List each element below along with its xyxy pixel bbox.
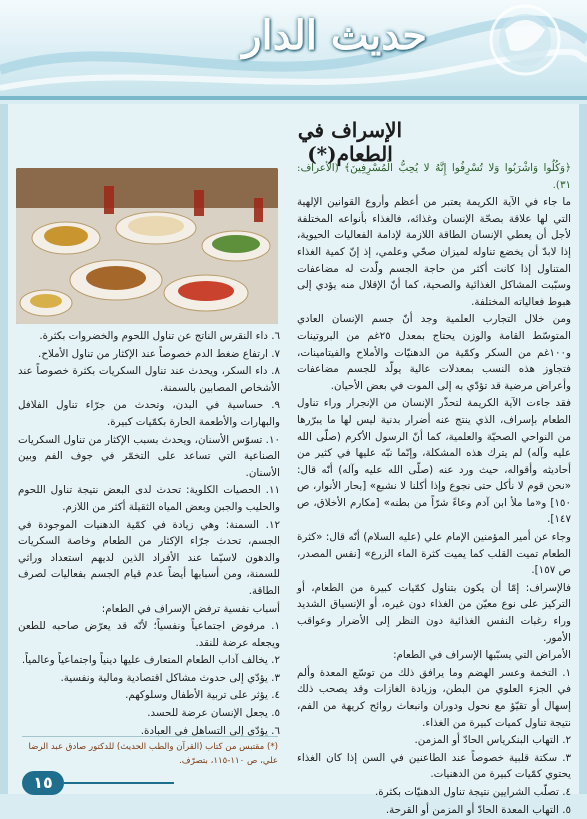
paragraph: فالإسراف: إمّا أن يكون بتناول كمّيات كبيرة من الطعام، أو التركيز على نوع معيّن من الغذاء دون غيره، أو الإنسياق الشديد وراء رغبات النفس الغذائية دون النظر إلى الأضرار وعواقب الأمور. — [297, 581, 571, 644]
page-header — [0, 0, 587, 100]
article-title: الإسراف في الطعام(*) — [297, 118, 403, 166]
section-heading: أسباب نفسية ترفض الإسراف في الطعام: — [101, 602, 280, 615]
list-item: ٦. يؤدّي إلى التساهل في العبادة. — [140, 724, 280, 737]
list-item: ١. مرفوض اجتماعياً ونفسياً؛ لأنّه قد يعرّض صاحبه للطعن ويجعله عرضة للنقد. — [18, 620, 280, 649]
list-item: ٨. داء السكر، ويحدث عند تناول السكريات بكثرة خصوصاً عند الأشخاص المصابين بالسمنة. — [18, 365, 280, 394]
list-item: ٣. يؤدّي إلى حدوث مشاكل اقتصادية ومالية ونفسية. — [60, 671, 280, 684]
footnote: (*) مقتبس من كتاب (القرآن والطب الحديث) للدكتور صادق عبد الرضا علي، ص ١١٠-١١٥، بتصرّف. — [22, 736, 278, 768]
left-text-column — [18, 328, 280, 740]
list-item: ٣. سكتة قلبية خصوصاً عند الطاعنين في السن إذا كان الغذاء يحتوي كمّيات كبيرة من الدهنيات. — [297, 751, 571, 781]
page-number: ١٥ — [22, 771, 64, 795]
list-item: ٩. حساسية في البدن، وتحدث من جرّاء تناول الفلافل والبهارات والأطعمة الحارة بكمّيات كبيرة. — [18, 399, 280, 428]
section-heading: الأمراض التي يسبّبها الإسراف في الطعام: — [393, 649, 571, 662]
food-table-photo — [16, 168, 278, 324]
paragraph: فقد جاءت الآية الكريمة لتحذّر الإنسان من الإنجرار وراء تناول الطعام بإسراف، الذي ينتج عنه أضرار بدنية ليس لها ما يبرّرها من النواحي الصحيّة والعلمية، كما أنّ الرسول الأكرم (صلّى الله عليه وآله) لم يترك هذه المشكلة، وإنّما نبّه عليها في كثير من أحاديثه وأقواله، حيث ورد عنه (صلّى الله عليه وآله) أنّه قال: «نحن قوم لا نأكل حتى نجوع وإذا أكلنا لا نشبع» [بحار الأنوار، ص ١٥٠] و«ما ملأ ابن آدم وعاءً شرّاً من بطنه» [مكارم الأخلاق، ص ١٤٧]. — [297, 397, 571, 526]
list-item: ٤. تصلّب الشرايين نتيجة تناول الدهنيّات بكثرة. — [375, 785, 571, 798]
list-item: ٥. التهاب المعدة الحادّ أو المزمن أو القرحة. — [385, 803, 571, 816]
right-text-column — [297, 160, 571, 819]
page-number-rule — [64, 782, 174, 784]
list-item: ٢. يخالف آداب الطعام المتعارف عليها دينياً واجتماعياً وعالمياً. — [21, 654, 280, 667]
paragraph: ما جاء في الآية الكريمة يعتبر من أعظم وأروع القوانين الإلهية التي لها علاقة بصحّة الإنسان وغذائه، فالغذاء بأنواعه المختلفة لأجل أن يعطي الإنسان الطاقة اللازمة لإدامة الفعاليات الحيوية، إذا لابدّ أن يخضع تناوله لميزان صحّي وعلمي، إذ إنّ كمية الغذاء المتناول إذا كانت أكثر من حاجة الجسم ولّدت له مضاعفات وسبّبت المشاكل الغذائية والصحية، كما أنّ الإقلال منه يؤدي إلى هبوط فعالياته المختلفة. — [297, 196, 571, 308]
list-item: ٧. ارتفاع ضغط الدم خصوصاً عند الإكثار من تناول الأملاح. — [38, 347, 280, 360]
list-item: ١١. الحصيات الكلوية: تحدث لدى البعض نتيجة تناول اللحوم والحليب والجبن وبعض المياه الثقيلة أكثر من اللازم. — [18, 484, 280, 513]
list-item: ١٢. السمنة: وهي زيادة في كمّية الدهنيات الموجودة في الجسم، تحدث جرّاء الإكثار من الطعام وخاصة السكريات والدهون لاسيّما عند الأفراد الذين لديهم استعداد وراثي للسمنة، ومن أسبابها أيضاً عدم قيام الجسم بفعاليات لصرف الطاقة. — [18, 518, 280, 597]
list-item: ١٠. تسوّس الأسنان، ويحدث بسبب الإكثار من تناول السكريات الصناعية التي تساعد على التخمّر في جوف الفم وبين الأسنان. — [18, 433, 280, 479]
paragraph: وجاء عن أمير المؤمنين الإمام علي (عليه السلام) أنّه قال: «كثرة الطعام تميت القلب كما يميت كثرة الماء الزرع» [نفس المصدر، ص ١٥٧]. — [297, 531, 571, 577]
list-item: ٦. داء النقرس الناتج عن تناول اللحوم والخضروات بكثرة. — [39, 330, 280, 342]
section-title: حديث الدار — [242, 12, 427, 59]
list-item: ٤. يؤثر على تربية الأطفال وسلوكهم. — [125, 689, 280, 702]
paragraph: ومن خلال التجارب العلمية وجد أنّ جسم الإنسان العادي المتوسّط القامة والوزن يحتاج بمعدل ٢٥غم من البروتينات و١٠٠غم من السكر وكمّية من الدهنيّات والأملاح والفيتامينات، فتجاوز هذه النسب بمعدلات عالية يولّد للجسم مضاعفات وأعراض مرضية قد تؤدّي به إلى الموت في بعض الأحيان. — [297, 313, 571, 392]
list-item: ١. التخمة وعسر الهضم وما يرافق ذلك من توسّع المعدة وألم في الجزء العلوي من البطن، وزيادة الغازات وقد يصحب ذلك إسهال أو تقيّؤ مع نحول ودوران وانبعاث روائح كريهة من الفم، نتيجة تناول كميات كبيرة من الغذاء. — [297, 666, 571, 729]
right-border — [579, 104, 587, 794]
list-item: ٢. التهاب البنكرياس الحادّ أو المزمن. — [414, 734, 571, 747]
left-border — [0, 104, 8, 794]
quran-verse: ﴿وَكُلُوا وَاشْرَبُوا وَلا تُسْرِفُوا إِنَّهُ لا يُحِبُّ الْمُسْرِفِينَ﴾ (الأعراف: ٣١). — [297, 162, 571, 191]
list-item: ٥. يجعل الإنسان عرضة للحسد. — [147, 707, 280, 720]
